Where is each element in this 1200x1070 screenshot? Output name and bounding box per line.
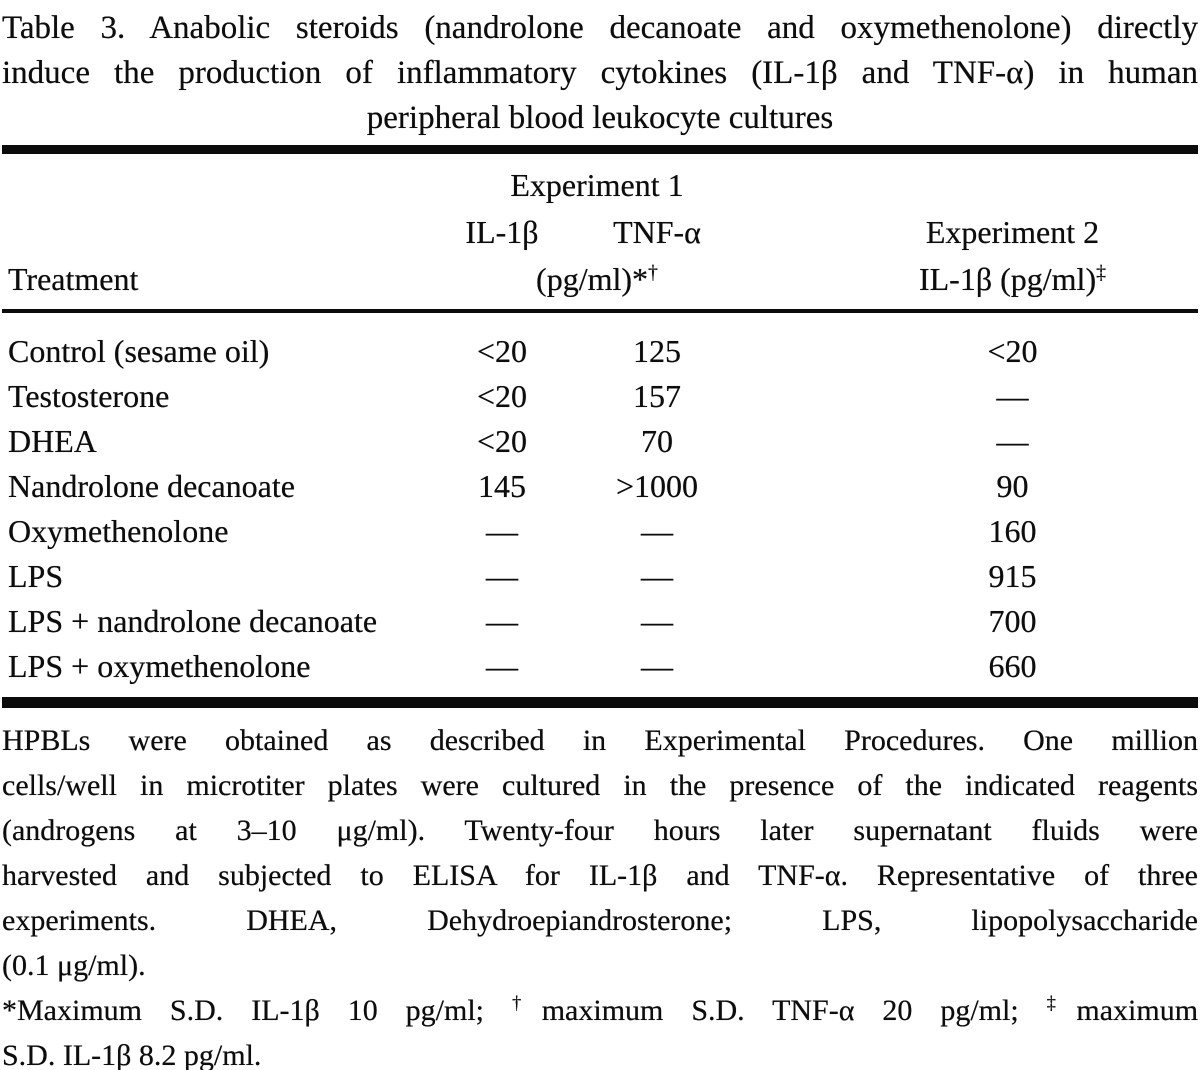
header-experiment-1: Experiment 1 [510, 167, 684, 203]
exp2-cell: 915 [988, 558, 1037, 594]
units-exp1-text: (pg/ml)* [536, 261, 649, 297]
exp2-cell: 660 [988, 648, 1037, 684]
il1b-cell: 145 [478, 468, 526, 504]
caption-line: Table 3. Anabolic steroids (nandrolone decanoate and oxymethenolone) directly [2, 10, 1198, 46]
units-exp2-text: IL-1β (pg/ml) [918, 261, 1097, 297]
footnote-line: experiments. DHEA, Dehydroepiandrosterone; LPS, lipopolysaccharide [2, 904, 1198, 937]
treatment-cell: LPS [8, 558, 64, 594]
exp2-cell: <20 [987, 333, 1038, 369]
tnfa-cell: 125 [633, 333, 681, 369]
footnote-line: harvested and subjected to ELISA for IL-1β and TNF-α. Representative of three [2, 859, 1198, 892]
double-dagger-mark: ‡ [1096, 261, 1107, 284]
exp2-cell: 700 [988, 603, 1037, 639]
tnfa-cell: — [641, 648, 673, 684]
exp2-cell: 160 [988, 513, 1037, 549]
il1b-cell: — [486, 558, 518, 594]
il1b-cell: <20 [476, 423, 528, 459]
footnote-dagger-text: maximum S.D. TNF-α 20 pg/ml; [541, 994, 1047, 1027]
treatment-cell: LPS + oxymethenolone [8, 648, 311, 684]
treatment-cell: Control (sesame oil) [8, 333, 270, 369]
footnote-symbols-line [2, 988, 1198, 1033]
treatment-cell: Oxymethenolone [8, 513, 229, 549]
header-il1b: IL-1β [465, 214, 539, 250]
table-footnotes [2, 718, 1198, 1070]
table-header [2, 154, 1198, 309]
dagger-mark: † [648, 261, 658, 284]
tnfa-cell: 157 [633, 378, 681, 414]
il1b-cell: — [486, 513, 518, 549]
footnote-line: (androgens at 3–10 μg/ml). Twenty-four hours later supernatant fluids were [2, 814, 1198, 847]
tnfa-cell: >1000 [615, 468, 699, 504]
table-rule-top [2, 145, 1198, 154]
header-units-exp1 [442, 256, 752, 303]
tnfa-cell: — [641, 558, 673, 594]
il1b-cell: <20 [476, 333, 528, 369]
table-caption [2, 6, 1198, 141]
il1b-cell: — [486, 648, 518, 684]
treatment-cell: LPS + nandrolone decanoate [8, 603, 378, 639]
treatment-cell: Testosterone [8, 378, 170, 414]
caption-line: peripheral blood leukocyte cultures [366, 100, 834, 136]
exp2-cell: — [996, 423, 1029, 459]
il1b-cell: — [486, 603, 518, 639]
header-units-exp2 [752, 256, 1198, 303]
footnote-line: cells/well in microtiter plates were cultured in the presence of the indicated reagents [2, 769, 1198, 802]
exp2-cell: 90 [996, 468, 1029, 504]
treatment-cell: DHEA [8, 423, 97, 459]
table-rule-bottom [2, 697, 1198, 708]
footnote-symbols-line-end: S.D. IL-1β 8.2 pg/ml. [2, 1039, 262, 1070]
header-experiment-2: Experiment 2 [925, 214, 1100, 250]
footnote-asterisk-text: *Maximum S.D. IL-1β 10 pg/ml; [2, 994, 512, 1027]
table-body [2, 313, 1198, 697]
footnote-double-dagger-text: maximum [1076, 994, 1199, 1027]
caption-line: induce the production of inflammatory cytokines (IL-1β and TNF-α) in human [2, 55, 1198, 91]
tnfa-cell: — [641, 513, 673, 549]
footnote-line: (0.1 μg/ml). [2, 949, 146, 982]
tnfa-cell: 70 [641, 423, 673, 459]
header-treatment: Treatment [8, 261, 139, 297]
double-dagger-mark: ‡ [1046, 993, 1077, 1014]
treatment-cell: Nandrolone decanoate [8, 468, 295, 504]
exp2-cell: — [996, 378, 1029, 414]
il1b-cell: <20 [476, 378, 528, 414]
footnote-line: HPBLs were obtained as described in Experimental Procedures. One million [2, 724, 1198, 757]
tnfa-cell: — [641, 603, 673, 639]
header-tnfa: TNF-α [613, 214, 701, 250]
dagger-mark: † [511, 993, 542, 1014]
